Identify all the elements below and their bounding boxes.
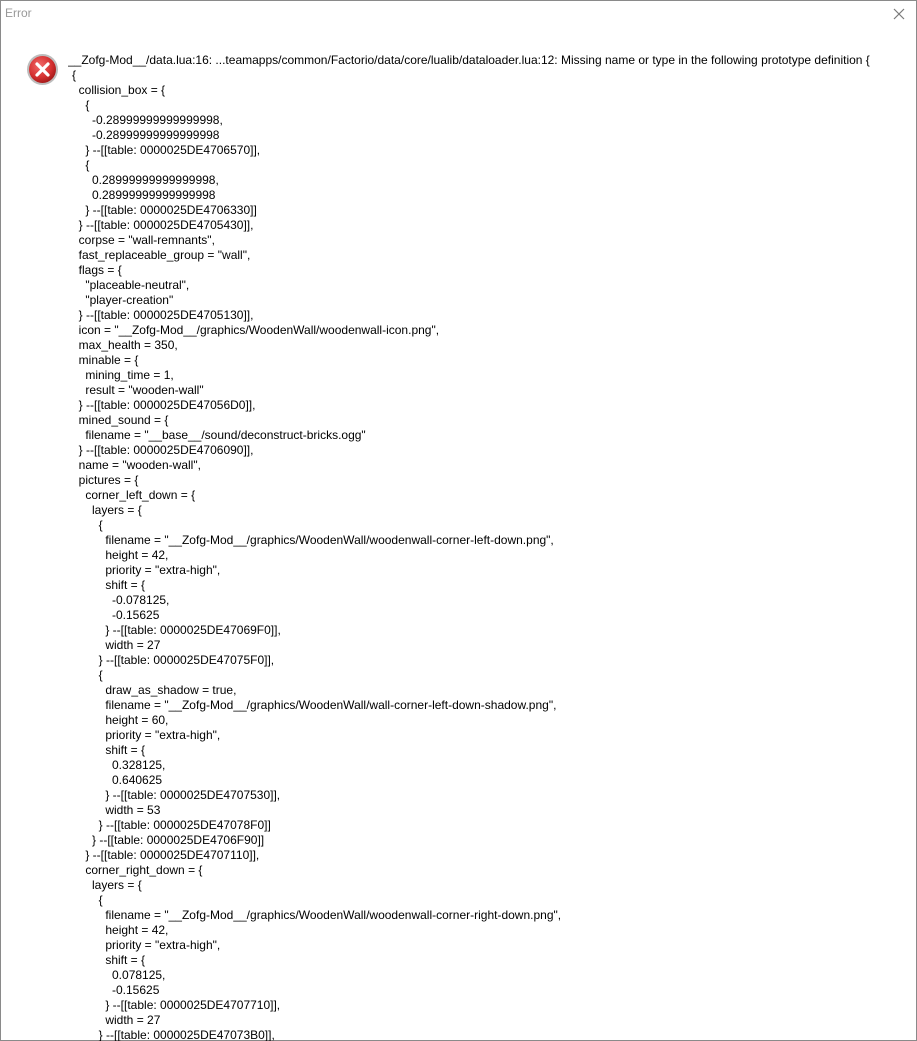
trace-line: priority = "extra-high", xyxy=(72,728,221,742)
error-message xyxy=(68,53,910,1041)
trace-line: icon = "__Zofg-Mod__/graphics/WoodenWall/woodenwall-icon.png", xyxy=(72,323,440,337)
trace-line: priority = "extra-high", xyxy=(72,938,221,952)
trace-line: max_health = 350, xyxy=(72,338,178,352)
trace-line: result = "wooden-wall" xyxy=(72,383,204,397)
trace-line: fast_replaceable_group = "wall", xyxy=(72,248,251,262)
trace-line: } --[[table: 0000025DE47078F0]] xyxy=(72,818,271,832)
trace-line: } --[[table: 0000025DE4706330]] xyxy=(72,203,257,217)
trace-line: filename = "__Zofg-Mod__/graphics/WoodenWall/woodenwall-corner-right-down.png", xyxy=(72,908,562,922)
trace-line: } --[[table: 0000025DE4706570]], xyxy=(72,143,261,157)
trace-line: "placeable-neutral", xyxy=(72,278,190,292)
trace-line: layers = { xyxy=(72,878,142,892)
trace-line: priority = "extra-high", xyxy=(72,563,221,577)
trace-line: corner_right_down = { xyxy=(72,863,203,877)
trace-line: { xyxy=(72,68,77,82)
trace-line: pictures = { xyxy=(72,473,139,487)
trace-line: } --[[table: 0000025DE4707530]], xyxy=(72,788,281,802)
trace-line: corner_left_down = { xyxy=(72,488,196,502)
trace-line: corpse = "wall-remnants", xyxy=(72,233,215,247)
trace-line: -0.28999999999999998 xyxy=(72,128,220,142)
trace-line: } --[[table: 0000025DE4707110]], xyxy=(72,848,260,862)
trace-line: "player-creation" xyxy=(72,293,174,307)
trace-line: filename = "__Zofg-Mod__/graphics/WoodenWall/woodenwall-corner-left-down.png", xyxy=(72,533,554,547)
trace-line: shift = { xyxy=(72,578,146,592)
trace-line: { xyxy=(72,98,90,112)
trace-line: } --[[table: 0000025DE4707710]], xyxy=(72,998,281,1012)
trace-line: 0.328125, xyxy=(72,758,166,772)
trace-line: { xyxy=(72,668,103,682)
trace-line: layers = { xyxy=(72,503,142,517)
trace-line: draw_as_shadow = true, xyxy=(72,683,237,697)
trace-line: } --[[table: 0000025DE4705430]], xyxy=(72,218,254,232)
trace-line: filename = "__Zofg-Mod__/graphics/WoodenWall/wall-corner-left-down-shadow.png", xyxy=(72,698,557,712)
trace-line: } --[[table: 0000025DE47056D0]], xyxy=(72,398,256,412)
trace-line: shift = { xyxy=(72,743,146,757)
trace-line: } --[[table: 0000025DE4705130]], xyxy=(72,308,254,322)
trace-line: -0.15625 xyxy=(72,983,160,997)
trace-line: -0.15625 xyxy=(72,608,160,622)
trace-line: -0.28999999999999998, xyxy=(72,113,223,127)
trace-line: minable = { xyxy=(72,353,139,367)
trace-line: width = 27 xyxy=(72,638,161,652)
trace-line: width = 27 xyxy=(72,1013,161,1027)
trace-line: height = 42, xyxy=(72,548,169,562)
trace-line: filename = "__base__/sound/deconstruct-bricks.ogg" xyxy=(72,428,366,442)
trace-line: { xyxy=(72,893,103,907)
close-button[interactable] xyxy=(882,1,916,28)
trace-line: shift = { xyxy=(72,953,146,967)
close-icon xyxy=(893,8,905,20)
error-icon xyxy=(26,53,59,86)
trace-line: width = 53 xyxy=(72,803,161,817)
error-header: __Zofg-Mod__/data.lua:16: ...teamapps/common/Factorio/data/core/lualib/dataloader.lua:12: Missing name or type in the following prototype definition { xyxy=(68,53,870,67)
trace-line: } --[[table: 0000025DE47073B0]], xyxy=(72,1028,275,1041)
trace-line: mining_time = 1, xyxy=(72,368,174,382)
trace-line: -0.078125, xyxy=(72,593,170,607)
trace-line: mined_sound = { xyxy=(72,413,169,427)
trace-line: { xyxy=(72,518,103,532)
trace-line: 0.28999999999999998, xyxy=(72,173,219,187)
trace-line: flags = { xyxy=(72,263,122,277)
trace-line: 0.078125, xyxy=(72,968,166,982)
trace-line: collision_box = { xyxy=(72,83,166,97)
window-title: Error xyxy=(5,6,32,20)
trace-line: } --[[table: 0000025DE4706090]], xyxy=(72,443,254,457)
trace-line: 0.28999999999999998 xyxy=(72,188,216,202)
trace-line: } --[[table: 0000025DE47069F0]], xyxy=(72,623,281,637)
trace-line: name = "wooden-wall", xyxy=(72,458,201,472)
trace-line: 0.640625 xyxy=(72,773,163,787)
trace-line: } --[[table: 0000025DE4706F90]] xyxy=(72,833,265,847)
trace-line: } --[[table: 0000025DE47075F0]], xyxy=(72,653,275,667)
trace-line: height = 60, xyxy=(72,713,169,727)
error-trace xyxy=(68,68,910,1041)
trace-line: height = 42, xyxy=(72,923,169,937)
title-bar xyxy=(1,1,916,29)
trace-line: { xyxy=(72,158,90,172)
